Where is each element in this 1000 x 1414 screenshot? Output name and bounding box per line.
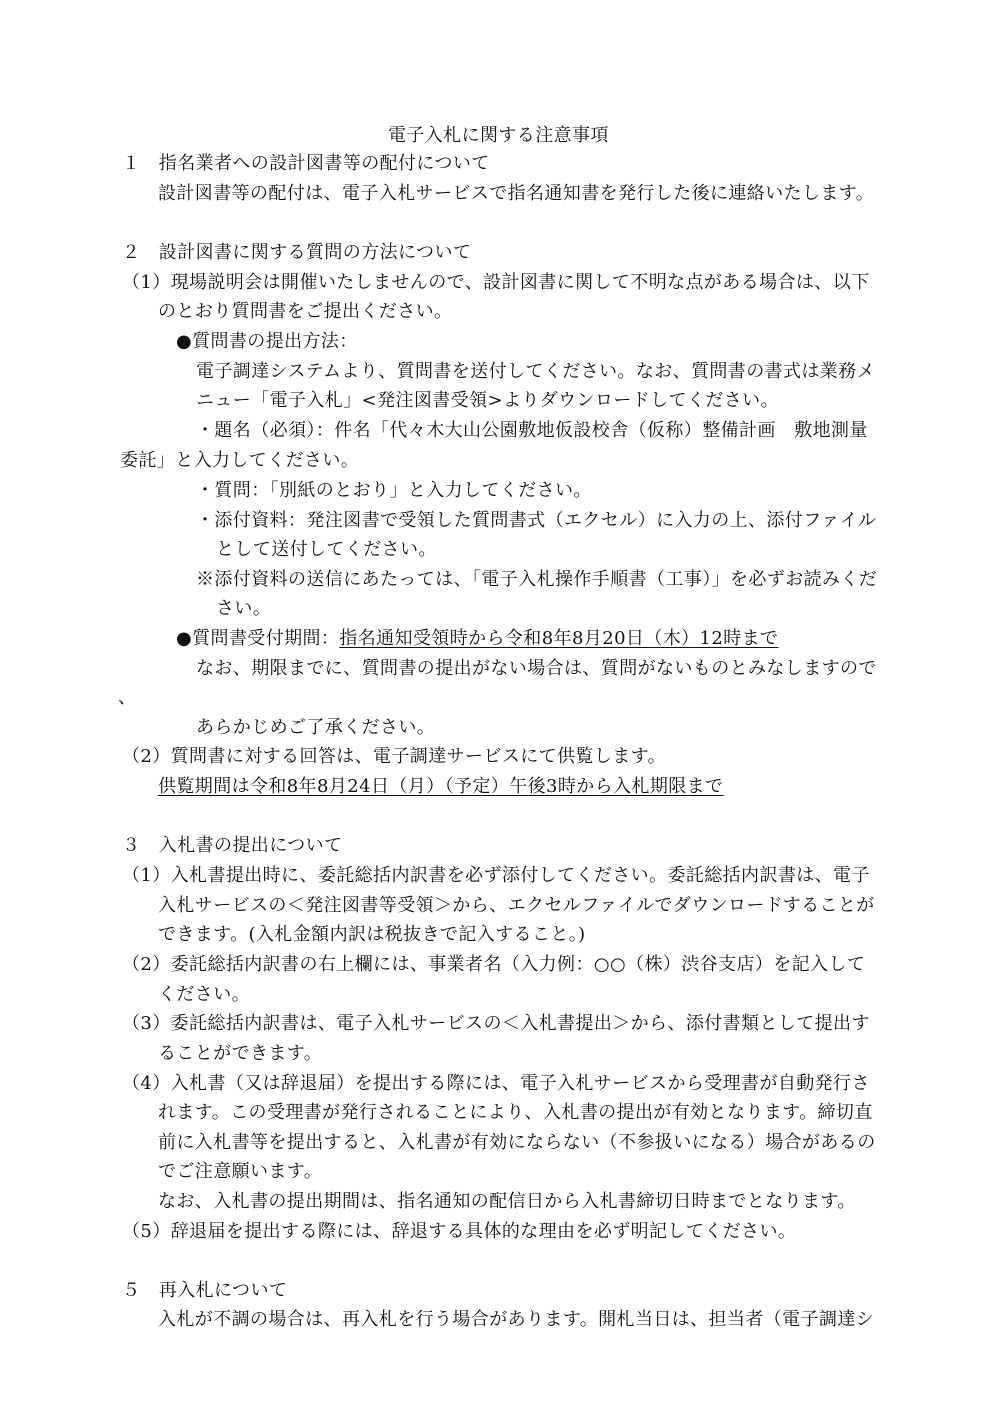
subject-line-1: ・題名（必須）：件名「代々木大山公園敷地仮設校舎（仮称）整備計画 敷地測量 [196, 420, 868, 441]
submit-method-line-2: ニュー「電子入札」<発注図書受領>よりダウンロードしてください。 [196, 390, 779, 411]
section-3-item-5-line-1: （5）辞退届を提出する際には、辞退する具体的な理由を必ず明記してください。 [122, 1221, 797, 1242]
section-3-item-4-line-3: 前に入札書等を提出すると、入札書が有効にならない（不参扱いになる）場合があるの [158, 1132, 876, 1153]
section-3-item-4-line-1: （4）入札書（又は辞退届）を提出する際には、電子入札サービスから受理書が自動発行さ [122, 1073, 870, 1094]
section-5-body-line-1: 入札が不調の場合は、再入札を行う場合があります。開札当日は、担当者（電子調達シ [158, 1309, 875, 1330]
note-line-2: さい。 [216, 598, 272, 619]
question-period [176, 627, 778, 651]
deadline-stray-comma: 、 [118, 687, 137, 708]
deadline-line-1: なお、期限までに、質問書の提出がない場合は、質問がないものとみなしますので [196, 658, 877, 679]
section-1-heading: １ 指名業者への設計図書等の配付について [122, 153, 490, 174]
note-line-1: ※添付資料の送信にあたっては、「電子入札操作手順書（工事）」を必ずお読みくだ [196, 569, 878, 590]
subject-line-2: 委託」と入力してください。 [120, 450, 360, 471]
section-3-item-1-line-2: 入札サービスの＜発注図書等受領＞から、エクセルファイルでダウンロードすることが [158, 895, 875, 916]
page-title: 電子入札に関する注意事項 [388, 125, 609, 146]
section-3-item-2-line-2: ください。 [158, 984, 250, 1005]
attachment-line-2: として送付してください。 [216, 539, 437, 560]
section-3-item-4-line-5: なお、入札書の提出期間は、指名通知の配信日から入札書締切日時までとなります。 [158, 1191, 856, 1212]
question-line: ・質問：「別紙のとおり」と入力してください。 [196, 480, 592, 501]
attachment-line-1: ・添付資料：発注図書で受領した質問書式（エクセル）に入力の上、添付ファイル [196, 510, 877, 531]
section-3-item-1-line-1: （1）入札書提出時に、委託総括内訳書を必ず添付してください。委託総括内訳書は、電子 [122, 865, 870, 886]
submit-method-label: ●質問書の提出方法： [176, 331, 358, 352]
question-period-label: ●質問書受付期間： [176, 628, 340, 649]
section-3-item-4-line-2: れます。この受理書が発行されることにより、入札書の提出が有効となります。締切直 [158, 1102, 873, 1123]
section-5-heading: ５ 再入札について [122, 1280, 288, 1301]
section-2-heading: ２ 設計図書に関する質問の方法について [122, 242, 472, 263]
section-3-item-3-line-1: （3）委託総括内訳書は、電子入札サービスの＜入札書提出＞から、添付書類として提出す [122, 1013, 870, 1034]
section-3-item-3-line-2: ることができます。 [158, 1043, 323, 1064]
section-3-item-1-line-3: できます。(入札金額内訳は税抜きで記入すること。) [158, 924, 586, 945]
section-3-heading: ３ 入札書の提出について [122, 835, 343, 856]
deadline-line-2: あらかじめご了承ください。 [196, 717, 436, 738]
section-3-item-4-line-4: でご注意願います。 [158, 1161, 323, 1182]
section-2-item-1-line-2: のとおり質問書をご提出ください。 [158, 301, 453, 322]
section-1-body: 設計図書等の配付は、電子入札サービスで指名通知書を発行した後に連絡いたします。 [158, 183, 875, 204]
section-3-item-2-line-1: （2）委託総括内訳書の右上欄には、事業者名（入力例：○○（株）渋谷支店）を記入して [122, 954, 866, 975]
question-period-value: 指名通知受領時から令和8年8月20日（木）12時まで [339, 628, 779, 649]
viewing-period: 供覧期間は令和8年8月24日（月）（予定）午後3時から入札期限まで [158, 776, 724, 797]
submit-method-line-1: 電子調達システムより、質問書を送付してください。なお、質問書の書式は業務メ [196, 361, 875, 382]
section-2-item-1-line-1: （1）現場説明会は開催いたしませんので、設計図書に関して不明な点がある場合は、以下 [122, 272, 870, 293]
section-2-item-2-line-1: （2）質問書に対する回答は、電子調達サービスにて供覧します。 [122, 746, 667, 767]
